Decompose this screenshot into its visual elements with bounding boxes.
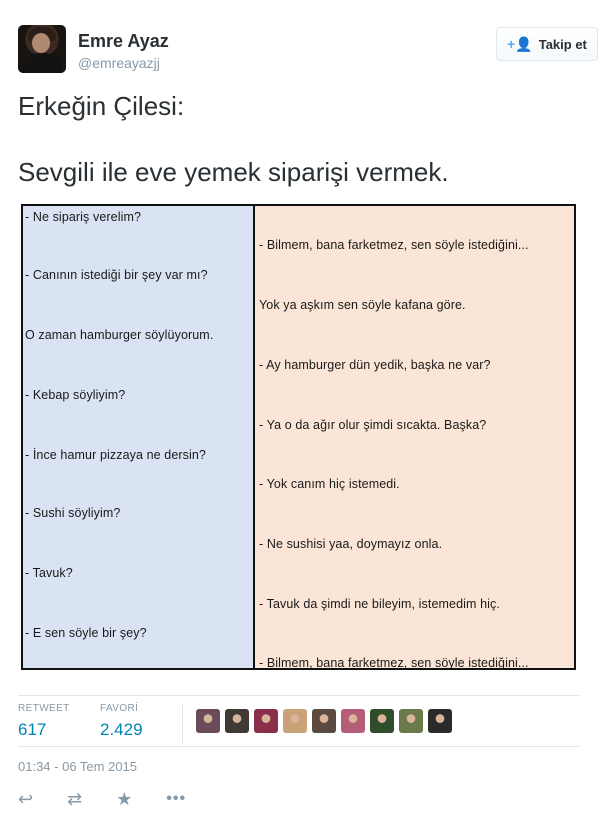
left-line: - Kebap söyliyim? (25, 388, 126, 402)
favoriter-avatar[interactable] (341, 709, 365, 733)
left-line: O zaman hamburger söylüyorum. (25, 328, 214, 342)
favoriter-avatar[interactable] (399, 709, 423, 733)
left-line: - Ne sipariş verelim? (25, 210, 142, 224)
reply-icon[interactable]: ↩ (18, 789, 34, 809)
favoriter-avatar[interactable] (370, 709, 394, 733)
tweet-text-line: Erkeğin Çilesi: (18, 91, 185, 121)
right-line: Yok ya aşkım sen söyle kafana göre. (259, 298, 466, 312)
left-line: - E sen söyle bir şey? (25, 626, 147, 640)
retweet-label: RETWEET (18, 703, 70, 714)
right-line: - Ne sushisi yaa, doymayız onla. (259, 537, 443, 551)
favorite-label: FAVORİ (100, 703, 139, 714)
favoriter-avatar[interactable] (312, 709, 336, 733)
favorite-icon[interactable]: ★ (116, 789, 133, 809)
left-line: - Sushi söyliyim? (25, 506, 121, 520)
favorite-count: 2.429 (100, 720, 143, 739)
retweet-stat[interactable] (18, 703, 70, 740)
right-line: - Ay hamburger dün yedik, başka ne var? (259, 358, 491, 372)
add-user-icon: +👤 (507, 35, 533, 52)
favoriter-avatar[interactable] (428, 709, 452, 733)
more-icon[interactable]: ••• (166, 790, 187, 807)
left-column (23, 206, 255, 668)
tweet-text-line: Sevgili ile eve yemek siparişi vermek. (18, 157, 449, 187)
avatar[interactable] (18, 25, 66, 73)
right-line: - Tavuk da şimdi ne bileyim, istemedim hiç. (259, 597, 500, 611)
right-line: - Bilmem, bana farketmez, sen söyle istediğini... (259, 656, 529, 670)
favorite-stat[interactable] (100, 703, 143, 740)
follow-button[interactable] (496, 27, 598, 61)
retweet-count: 617 (18, 720, 47, 739)
author-handle[interactable]: @emreayazjj (78, 55, 160, 71)
follow-button-label: Takip et (538, 36, 587, 52)
left-line: - Canının istediği bir şey var mı? (25, 268, 208, 282)
favoriter-avatar[interactable] (225, 709, 249, 733)
divider (18, 695, 580, 696)
right-column (255, 206, 574, 668)
tweet-stats (18, 703, 580, 747)
stats-separator (182, 703, 183, 745)
left-line: - İnce hamur pizzaya ne dersin? (25, 448, 206, 462)
author-name[interactable]: Emre Ayaz (78, 31, 169, 51)
favoriter-avatar[interactable] (196, 709, 220, 733)
left-line: - Tavuk? (25, 566, 73, 580)
favoriter-avatar[interactable] (283, 709, 307, 733)
tweet-text (18, 90, 598, 189)
right-line: - Bilmem, bana farketmez, sen söyle istediğini... (259, 238, 529, 252)
retweet-icon[interactable]: ⇄ (67, 789, 83, 809)
tweet-timestamp[interactable]: 01:34 - 06 Tem 2015 (18, 759, 138, 774)
favoriters-list (196, 709, 452, 733)
favoriter-avatar[interactable] (254, 709, 278, 733)
tweet-header (18, 25, 598, 75)
right-line: - Ya o da ağır olur şimdi sıcakta. Başka? (259, 418, 487, 432)
tweet-image[interactable] (21, 204, 576, 670)
tweet-actions (18, 788, 186, 810)
divider (18, 746, 580, 747)
right-line: - Yok canım hiç istemedi. (259, 477, 400, 491)
